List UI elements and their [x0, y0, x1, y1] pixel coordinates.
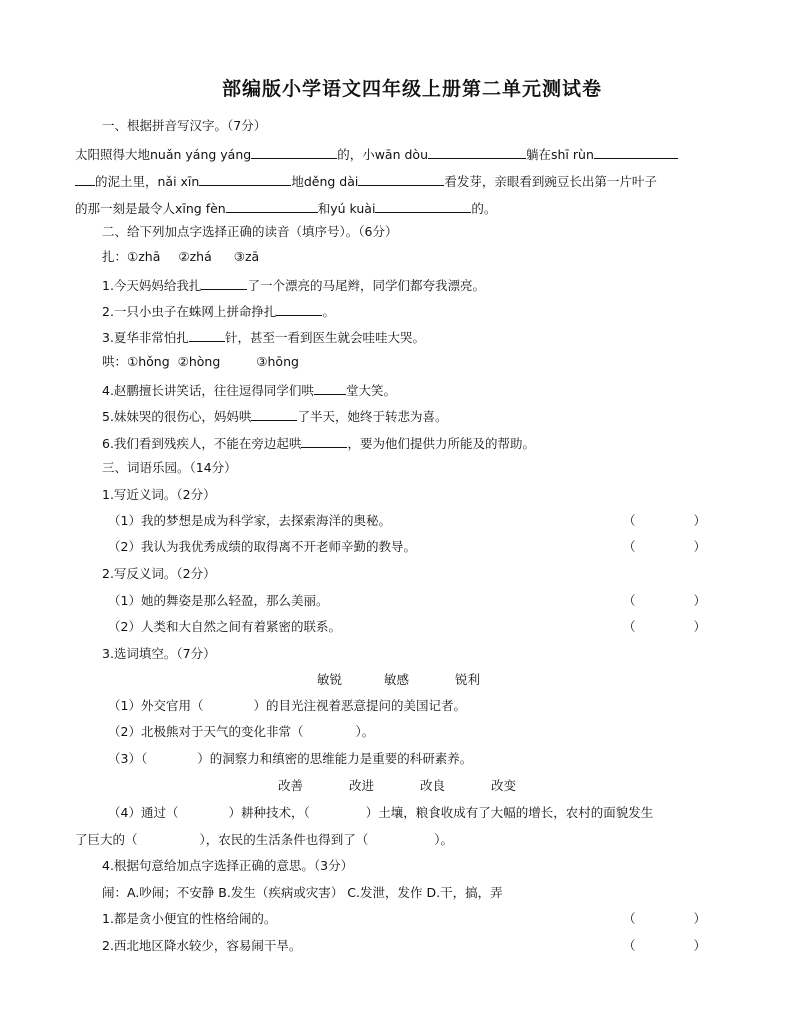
blank[interactable] [314, 380, 346, 395]
s3-p1b: （2）我认为我优秀成绩的取得离不开老师辛勤的教导。 [108, 539, 416, 554]
blank[interactable] [199, 171, 291, 186]
blank[interactable] [189, 327, 225, 342]
s2-q3: 3.夏华非常怕扎 针，甚至一看到医生就会哇哇大哭。 [102, 327, 425, 347]
s3-p2a: （1）她的舞姿是那么轻盈，那么美丽。 [108, 593, 329, 608]
blank[interactable] [201, 275, 247, 290]
s1-line1: 太阳照得大地nuǎn yáng yáng 的，小wān dòu 躺在shī rùn [75, 144, 678, 164]
hong-options: 哄：①hǒng ②hòng ③hōng [102, 354, 299, 369]
word-option: 锐利 [455, 672, 481, 687]
word-option: 敏感 [384, 672, 410, 687]
s3-p4b: 2.西北地区降水较少，容易闹干旱。 [102, 938, 302, 953]
page-title: 部编版小学语文四年级上册第二单元测试卷 [221, 78, 602, 100]
s2-q6: 6.我们看到残疾人，不能在旁边起哄 ，要为他们提供力所能及的帮助。 [102, 433, 535, 453]
s1-line3: 的那一刻是最令人xīng fèn 和yú kuài 的。 [75, 198, 496, 218]
answer-paren[interactable]: （ ） [623, 539, 707, 554]
blank[interactable] [301, 433, 347, 448]
blank[interactable] [251, 144, 337, 159]
word-option: 改善 [278, 778, 304, 793]
section2-heading: 二、给下列加点字选择正确的读音（填序号）。（6分） [102, 224, 398, 239]
s2-q5: 5.妹妹哭的很伤心，妈妈哄 了半天，她终于转悲为喜。 [102, 406, 447, 426]
answer-paren[interactable]: （ ） [623, 513, 707, 528]
blank[interactable] [428, 144, 526, 159]
s3-part3-heading: 3.选词填空。（7分） [102, 646, 216, 661]
answer-paren[interactable]: （ ） [623, 911, 707, 926]
nao-definitions: 闹：A.吵闹；不安静 B.发生（疾病或灾害） C.发泄，发作 D.干，搞，弄 [102, 885, 503, 900]
word-bank-1 [317, 671, 480, 689]
s1-line2: 的泥土里，nǎi xīn 地děng dài 看发芽，亲眼看到豌豆长出第一片叶子 [75, 171, 657, 191]
answer-paren[interactable]: （ ） [623, 938, 707, 953]
blank[interactable] [226, 198, 318, 213]
blank[interactable] [594, 144, 678, 159]
s3-p3a: （1）外交官用（ ）的目光注视着恶意提问的美国记者。 [108, 698, 466, 713]
blank[interactable] [75, 171, 95, 186]
blank[interactable] [251, 406, 297, 421]
s2-q2: 2.一只小虫子在蛛网上拼命挣扎 。 [102, 301, 335, 321]
answer-paren[interactable]: （ ） [623, 593, 707, 608]
blank[interactable] [358, 171, 444, 186]
word-option: 敏锐 [317, 672, 343, 687]
s3-p3b: （2）北极熊对于天气的变化非常（ ）。 [108, 724, 375, 739]
zha-options: 扎：①zhā ②zhá ③zā [102, 249, 260, 264]
s3-part2-heading: 2.写反义词。（2分） [102, 566, 216, 581]
s3-part1-heading: 1.写近义词。（2分） [102, 487, 216, 502]
section1-heading: 一、根据拼音写汉字。（7分） [102, 118, 267, 133]
blank[interactable] [276, 301, 322, 316]
s3-p1a: （1）我的梦想是成为科学家，去探索海洋的奥秘。 [108, 513, 391, 528]
section3-heading: 三、词语乐园。（14分） [102, 460, 237, 475]
answer-paren[interactable]: （ ） [623, 619, 707, 634]
s3-p3e: 了巨大的（ ），农民的生活条件也得到了（ ）。 [75, 832, 454, 847]
s2-q4: 4.赵鹏擅长讲笑话，往往逗得同学们哄 堂大笑。 [102, 380, 396, 400]
s2-q1: 1.今天妈妈给我扎 了一个漂亮的马尾辫，同学们都夸我漂亮。 [102, 275, 485, 295]
s3-part4-heading: 4.根据句意给加点字选择正确的意思。（3分） [102, 858, 354, 873]
word-option: 改变 [491, 778, 517, 793]
word-bank-2 [278, 777, 516, 795]
s3-p3c: （3）（ ）的洞察力和缜密的思维能力是重要的科研素养。 [108, 751, 473, 766]
s3-p3d: （4）通过（ ）耕种技术，（ ）土壤，粮食收成有了大幅的增长，农村的面貌发生 [108, 805, 654, 820]
word-option: 改良 [420, 778, 446, 793]
word-option: 改进 [349, 778, 375, 793]
s3-p2b: （2）人类和大自然之间有着紧密的联系。 [108, 619, 341, 634]
s3-p4a: 1.都是贪小便宜的性格给闹的。 [102, 911, 277, 926]
blank[interactable] [375, 198, 471, 213]
